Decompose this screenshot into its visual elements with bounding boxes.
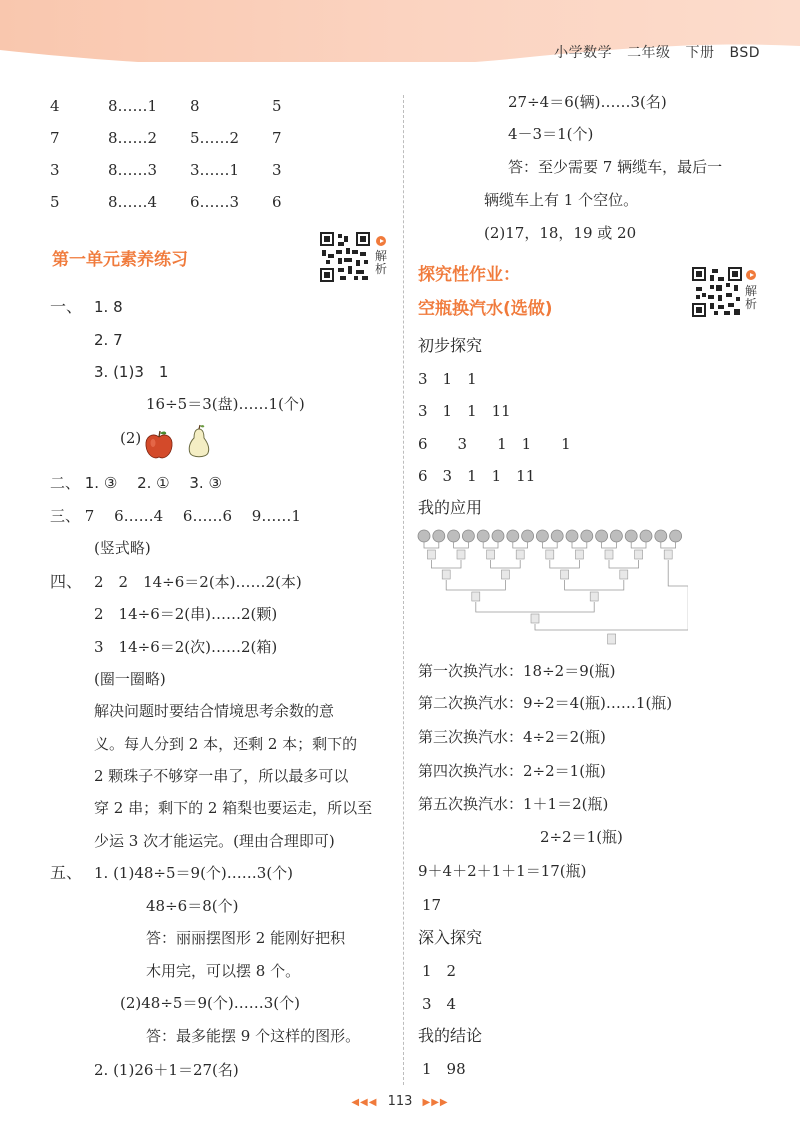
grid-r3c1: 3	[50, 161, 60, 179]
bottle-box	[472, 592, 480, 601]
next-arrows-icon: ▶▶▶	[422, 1097, 449, 1108]
heading-apply: 我的应用	[418, 498, 483, 517]
grid-r4c3: 6……3	[190, 193, 240, 211]
header-edition: BSD	[729, 45, 760, 61]
initial-line4: 6 3 1 1 11	[418, 467, 536, 485]
initial-line1: 3 1 1	[418, 370, 477, 388]
bottle-box	[487, 550, 495, 559]
bottle-box	[590, 592, 598, 601]
bottle-cap	[536, 530, 548, 542]
grid-r3c2: 8……3	[108, 161, 158, 179]
header-info	[544, 42, 760, 62]
qr-explain-label: 解析	[374, 249, 387, 276]
bottle-cap	[492, 530, 504, 542]
bottle-cap	[522, 530, 534, 542]
bottle-box	[442, 570, 450, 579]
qr-explain-label-right: 解析	[744, 284, 757, 311]
s4-line7: 2 颗珠子不够穿一串了，所以最多可以	[94, 767, 349, 785]
s4-line3: 3 14÷6＝2(次)……2(箱)	[94, 638, 278, 656]
r-line1: 27÷4＝6(辆)……3(名)	[508, 93, 667, 111]
page-number: 113	[387, 1094, 413, 1109]
bottle-box	[561, 570, 569, 579]
s5-line5: (2)48÷5＝9(个)……3(个)	[120, 994, 300, 1012]
grid-r4c2: 8……4	[108, 193, 158, 211]
s3-note: (竖式略)	[94, 539, 151, 557]
bottle-cap	[596, 530, 608, 542]
s5-line4: 木用完，可以摆 8 个。	[146, 962, 301, 980]
qr-code-icon[interactable]	[320, 232, 370, 282]
r-line4: 辆缆车上有 1 个空位。	[484, 191, 639, 209]
grid-r1c3: 8	[190, 97, 200, 115]
bottle-box	[635, 550, 643, 559]
bottle-exchange-diagram	[416, 526, 688, 650]
heading-deep: 深入探究	[418, 928, 483, 947]
bottle-box	[575, 550, 583, 559]
s4-line9: 少运 3 次才能运完。(理由合理即可)	[94, 832, 335, 850]
bottle-box	[605, 550, 613, 559]
s5-line2: 48÷6＝8(个)	[146, 897, 239, 915]
s4-label: 四、	[50, 572, 83, 591]
page-footer	[0, 1094, 800, 1109]
exchange-line3: 第三次换汽水：4÷2＝2(瓶)	[418, 728, 606, 746]
exchange-line5: 第五次换汽水：1＋1＝2(瓶)	[418, 795, 609, 813]
inquiry-subtitle: 空瓶换汽水(选做)	[418, 299, 553, 319]
grid-r3c4: 3	[272, 161, 282, 179]
grid-r2c1: 7	[50, 129, 60, 147]
grid-r2c4: 7	[272, 129, 282, 147]
s4-line8: 穿 2 串；剩下的 2 箱梨也要运走，所以至	[94, 799, 373, 817]
bottle-cap	[462, 530, 474, 542]
grid-r2c2: 8……2	[108, 129, 158, 147]
bottle-box	[427, 550, 435, 559]
s4-line1: 2 2 14÷6＝2(本)……2(本)	[94, 573, 302, 591]
deep-line1: 1 2	[422, 962, 457, 980]
s1-label: 一、	[50, 297, 83, 316]
bottle-box	[531, 614, 539, 623]
header-volume: 下册	[685, 45, 715, 61]
exchange-line2: 第二次换汽水：9÷2＝4(瓶)……1(瓶)	[418, 694, 673, 712]
bottle-cap	[477, 530, 489, 542]
bottle-cap	[551, 530, 563, 542]
r-line3: 答：至少需要 7 辆缆车，最后一	[508, 158, 723, 176]
s4-line5: 解决问题时要结合情境思考余数的意	[94, 702, 335, 720]
bottle-box	[620, 570, 628, 579]
initial-line2: 3 1 1 11	[418, 402, 511, 420]
bottle-box	[501, 570, 509, 579]
bottle-cap	[566, 530, 578, 542]
s5-line3: 答：丽丽摆图形 2 能刚好把积	[146, 929, 346, 947]
initial-line3: 6 3 1 1 1	[418, 435, 571, 453]
exchange-line1: 第一次换汽水：18÷2＝9(瓶)	[418, 662, 616, 680]
bottle-box	[608, 634, 616, 644]
bottle-cap	[448, 530, 460, 542]
s1-q2: 2. 7	[94, 331, 123, 349]
s4-line2: 2 14÷6＝2(串)……2(颗)	[94, 605, 278, 623]
exchange-total: 9＋4＋2＋1＋1＝17(瓶)	[418, 862, 587, 880]
s1-q1: 1. 8	[94, 298, 123, 316]
grid-r1c2: 8……1	[108, 97, 158, 115]
s3-line: 三、 7 6……4 6……6 9……1	[50, 507, 301, 525]
grid-r3c3: 3……1	[190, 161, 240, 179]
s5-line1: 1. (1)48÷5＝9(个)……3(个)	[94, 864, 294, 882]
s5-line7: 2. (1)26＋1＝27(名)	[94, 1061, 239, 1079]
bottle-cap	[581, 530, 593, 542]
pear-icon	[186, 424, 212, 460]
s4-line6: 义。每人分到 2 本，还剩 2 本；剩下的	[94, 735, 358, 753]
s4-line4: (圈一圈略)	[94, 670, 166, 688]
qr-code-icon-right[interactable]	[692, 267, 742, 317]
bottle-cap	[433, 530, 445, 542]
grid-r2c3: 5……2	[190, 129, 240, 147]
bottle-cap	[507, 530, 519, 542]
heading-initial: 初步探究	[418, 336, 483, 355]
apple-icon	[144, 428, 174, 460]
play-arrow-icon-right	[746, 270, 756, 280]
header-grade: 二年级	[627, 45, 671, 61]
bottle-cap	[418, 530, 430, 542]
r-line5: (2)17，18，19 或 20	[484, 224, 637, 242]
heading-conclusion: 我的结论	[418, 1026, 483, 1045]
bottle-cap	[670, 530, 682, 542]
bottle-box	[546, 550, 554, 559]
deep-line2: 3 4	[422, 995, 457, 1013]
s1-q3c: (2)	[120, 429, 142, 447]
prev-arrows-icon: ◀◀◀	[351, 1097, 378, 1108]
s2-line: 二、 1. ③ 2. ① 3. ③	[50, 474, 222, 492]
bottle-cap	[610, 530, 622, 542]
bottle-cap	[625, 530, 637, 542]
play-arrow-icon	[376, 236, 386, 246]
s1-q3a: 3. (1)3 1	[94, 363, 169, 381]
s5-label: 五、	[50, 863, 83, 882]
grid-r4c4: 6	[272, 193, 282, 211]
bottle-box	[664, 550, 672, 559]
header-subject: 小学数学	[554, 45, 613, 61]
column-divider	[403, 95, 404, 1085]
bottle-cap	[655, 530, 667, 542]
exchange-line6: 2÷2＝1(瓶)	[540, 828, 623, 846]
bottle-cap	[640, 530, 652, 542]
s1-q3b: 16÷5＝3(盘)……1(个)	[146, 395, 305, 413]
bottle-box	[457, 550, 465, 559]
unit-title: 第一单元素养练习	[52, 250, 188, 270]
conclusion-line1: 1 98	[422, 1060, 466, 1078]
exchange-line4: 第四次换汽水：2÷2＝1(瓶)	[418, 762, 606, 780]
inquiry-title: 探究性作业：	[418, 265, 520, 285]
s5-line6: 答：最多能摆 9 个这样的图形。	[146, 1027, 361, 1045]
r-line2: 4－3＝1(个)	[508, 125, 594, 143]
grid-r1c4: 5	[272, 97, 282, 115]
grid-r1c1: 4	[50, 97, 60, 115]
bottle-box	[516, 550, 524, 559]
exchange-answer: 17	[422, 896, 442, 914]
grid-r4c1: 5	[50, 193, 60, 211]
